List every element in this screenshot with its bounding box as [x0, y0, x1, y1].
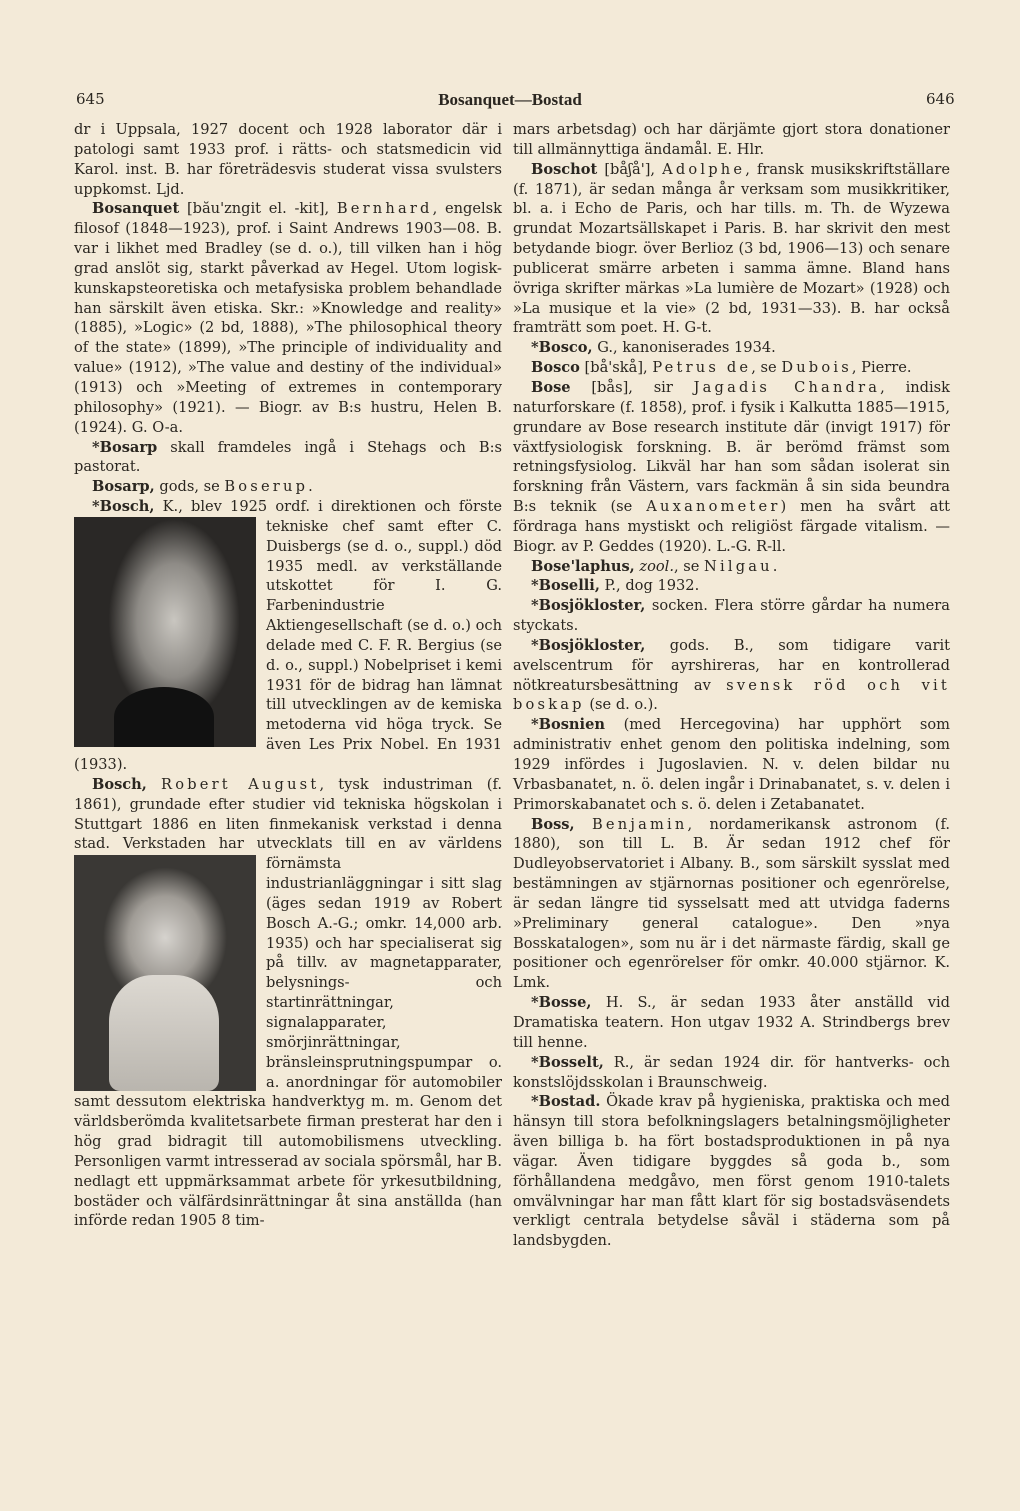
page-number-right: 646 [926, 90, 955, 108]
entry-text: , se [751, 359, 782, 377]
encyclopedia-entry [513, 358, 950, 378]
entry-text: , engelsk filosof (1848—1923), prof. i Saint Andrews 1903—08. B. var i likhet med Bradley (se d. o.), till vilken han i hög grad anslöt sig, starkt påverkad av Hegel. Utom logisk-kunskapsteoretiska och metafysiska problem behandlade han särskilt även etiska. Skr.: »Knowledge and reality» (1885), »Logic» (2 bd, 1888), »The philosophical theory of the state» (1899), »The principle of individuality and value» (1912), »The value and destiny of the individual» (1913) och »Meeting of extremes in contemporary philosophy» (1921). — Biogr. av B:s hustru, Helen B. (1924). G. O-a. [74, 200, 502, 436]
entry-text: H. S., är sedan 1933 åter anställd vid Dramatiska teatern. Hon utgav 1932 A. Strindbergs brev till henne. [513, 994, 950, 1051]
encyclopedia-entry [74, 497, 502, 775]
entry-text: skall framdeles ingå i Stehags och B:s pastorat. [74, 438, 502, 476]
entry-text: ) men ha svårt att fördraga hans mystiskt och religiöst färgade vitalism. — Biogr. av P. Geddes (1920). L.-G. R-ll. [513, 498, 950, 555]
encyclopedia-entry [513, 636, 950, 715]
entry-text: (se d. o.). [584, 696, 658, 714]
encyclopedia-entry [74, 775, 502, 1231]
encyclopedia-entry [513, 715, 950, 814]
encyclopedia-entry [513, 815, 950, 994]
entry-text: , nordamerikansk astronom (f. 1880), son till L. B. Är sedan 1912 chef för Dudleyobservatoriet i Albany. B., som särskilt sysslat med bestämningen av stjärnornas positioner och egenrörelse, är sedan längre tid sysselsatt med att utvidga faderns »Preliminary general catalogue». Den »nya Bosskatalogen», som nu är i det närmaste färdig, skall ge positioner och egenrörelser för omkr. 40.000 stjärnor. K. Lmk. [513, 815, 950, 992]
italic-text: zool. [639, 557, 674, 575]
entry-headword: *Bosjökloster, [531, 636, 646, 654]
entry-headword: Bosch, [92, 775, 147, 793]
entry-text: K., blev 1925 ordf. i direktionen och förste tekniske chef samt efter C. Duisbergs (se d. o., suppl.) död 1935 medl. av verkställande utskottet för I. G. Farbenindustrie Aktiengesellschaft (se d. o.) och delade med C. F. R. Bergius (se d. o., suppl.) Nobelpriset i kemi 1931 för de bidrag han lämnat till utvecklingen av de kemiska metoderna vid höga tryck. Se även Les Prix Nobel. En 1931 (1933). [74, 498, 502, 773]
entry-headword: *Bosjökloster, [531, 597, 646, 615]
entry-headword: *Bosco, [531, 339, 593, 357]
entry-headword: *Bosse, [531, 994, 592, 1012]
encyclopedia-entry [513, 557, 950, 577]
entry-text: [bå'skå], [579, 359, 653, 377]
encyclopedia-entry [513, 596, 950, 636]
entry-text: . [308, 478, 313, 496]
entry-text: socken. Flera större gårdar ha numera styckats. [513, 597, 950, 635]
entry-text: [bău'zngit el. -kit], [179, 200, 337, 218]
encyclopedia-entry [513, 1092, 950, 1251]
entry-headword: *Bosselt, [531, 1053, 604, 1071]
entry-text: , fransk musikskriftställare (f. 1871), är sedan många år verksam som musikkritiker, bl. a. i Echo de Paris, och har tills. m. Th. de Wyzewa grundat Mozartsällskapet i Paris. B. har skrivit den mest betydande biogr. över Berlioz (3 bd, 1906—13) och senare publicerat smärre arbeten i samma ämne. Bland hans övriga skrifter märkas »La lumière de Mozart» (1928) och »La musique et la vie» (2 bd, 1931—33). B. har också framträtt som poet. H. G-t. [513, 160, 950, 337]
entry-headword: Boschot [531, 160, 598, 178]
spaced-name: Benjamin [592, 815, 688, 833]
entry-headword: *Bosch, [92, 498, 155, 516]
entry-text: , tysk industriman (f. 1861), grundade efter studier vid tekniska högskolan i Stuttgart 1886 en liten finmekanisk verkstad i denna stad. Verkstaden har utvecklats till en av världens förnämsta industrianläggningar i sitt slag (äges sedan 1919 av Robert Bosch A.-G.; omkr. 14,000 arb. 1935) och har specialiserat sig på tillv. av magnetapparater, belysnings- och startinrättningar, signalapparater, smörjinrättningar, bränsleinsprutningspumpar o. a. anordningar för automobiler samt dessutom elektriska handverktyg m. m. Genom det världsberömda kvalitetsarbete firman presterat har den i hög grad bidragit till automobilismens utveckling. Personligen varmt intresserad av sociala spörsmål, har B. nedlagt ett uppmärksammat arbete för yrkesutbildning, bostäder och välfärdsinrättningar åt sina anställda (han införde redan 1905 8 tim- [74, 775, 502, 1230]
entry-text: [båʃå'], [597, 160, 663, 178]
encyclopedia-entry [513, 993, 950, 1053]
encyclopedia-entry [74, 438, 502, 478]
entry-headword: Bosco [531, 359, 580, 377]
entry-text: R., är sedan 1924 dir. för hantverks- och konstslöjdsskolan i Braunschweig. [513, 1053, 950, 1091]
entry-headword: Bose'laphus, [531, 557, 635, 575]
spaced-name: Boserup [224, 478, 309, 496]
entry-text: gods. B., som tidigare varit avelscentrum för ayrshireras, har en kontrollerad nötkreatursbesättning av [513, 636, 950, 694]
entry-headword: Bose [531, 378, 571, 396]
entry-headword: Boss, [531, 815, 575, 833]
portrait-photo-robert-bosch [74, 855, 256, 1091]
right-column [513, 120, 950, 1251]
entry-headword: *Boselli, [531, 577, 600, 595]
spaced-name: Dubois [781, 359, 852, 377]
entry-text [147, 776, 161, 793]
encyclopedia-entry [74, 199, 502, 437]
portrait-photo-carl-bosch [74, 517, 256, 747]
entry-text [575, 816, 592, 833]
entry-text: P., dog 1932. [599, 577, 700, 595]
encyclopedia-entry [74, 477, 502, 497]
spaced-name: svensk röd och vit boskap [513, 676, 950, 714]
entry-text: , se [673, 557, 705, 575]
entry-text: Ökade krav på hygieniska, praktiska och med hänsyn till stora befolkningslagers betalningsmöjligheter även billiga b. ha fört bostadsproduktionen in på nya vägar. Även tidigare byggdes så goda b., som förhållandena medgåvo, men först genom 1910-talets omvälvningar har man fått klart för sig bostadsväsendets verkligt centrala betydelse såväl i städerna som på landsbygden. [513, 1093, 950, 1250]
entry-text: , indisk naturforskare (f. 1858), prof. i fysik i Kalkutta 1885—1915, grundare av Bose research institute där (invigt 1917) för växtfysiologisk forskning. B. är berömd främst som retningsfysiolog. Likväl har han som sådan isolerat sin forskning från Västern, vars fackmän å sin sida beundra B:s teknik (se [513, 378, 951, 516]
entry-text: G., kanoniserades 1934. [592, 339, 776, 357]
entry-headword: *Bosnien [531, 716, 605, 734]
entry-text: , Pierre. [851, 359, 912, 377]
entry-headword: Bosanquet [92, 200, 180, 218]
entry-text: mars arbetsdag) och har därjämte gjort stora donationer till allmännyttiga ändamål. E. Hlr. [513, 121, 950, 158]
entry-headword: *Bostad. [531, 1093, 601, 1111]
entry-text: gods, se [154, 478, 225, 496]
page-number-left: 645 [76, 90, 105, 108]
spaced-name: Jagadis Chandra [693, 378, 881, 396]
encyclopedia-entry [513, 338, 950, 358]
entry-headword: *Bosarp [92, 438, 158, 456]
entry-text: [bås], sir [570, 378, 694, 396]
running-title: Bosanquet—Bostad [438, 90, 582, 109]
encyclopedia-entry [74, 120, 502, 199]
entry-text: (med Hercegovina) har upphört som administrativ enhet genom den politiska indelning, som 1929 infördes i Jugoslavien. N. v. delen bildar nu Vrbasbanatet, n. ö. delen ingår i Drinabanatet, s. v. delen i Primorskabanatet och s. ö. delen i Zetabanatet. [513, 716, 950, 813]
spaced-name: Adolphe [662, 160, 746, 178]
encyclopedia-entry [513, 120, 950, 160]
encyclopedia-entry [513, 160, 950, 339]
encyclopedia-entry [513, 1053, 950, 1093]
entry-headword: Bosarp, [92, 478, 155, 496]
encyclopedia-entry [513, 576, 950, 596]
spaced-name: Bernhard [336, 200, 433, 218]
entry-text: dr i Uppsala, 1927 docent och 1928 laborator där i patologi samt 1933 prof. i rätts- och statsmedicin vid Karol. inst. B. har företrädesvis studerat vissa svulsters uppkomst. Ljd. [74, 121, 502, 198]
spaced-name: Robert August [161, 775, 320, 793]
entry-text: . [772, 557, 778, 575]
spaced-name: Petrus de [652, 359, 752, 377]
spaced-name: Auxanometer [646, 498, 781, 516]
encyclopedia-entry [513, 378, 950, 557]
spaced-name: Nilgau [704, 557, 773, 575]
left-column [74, 120, 502, 1231]
